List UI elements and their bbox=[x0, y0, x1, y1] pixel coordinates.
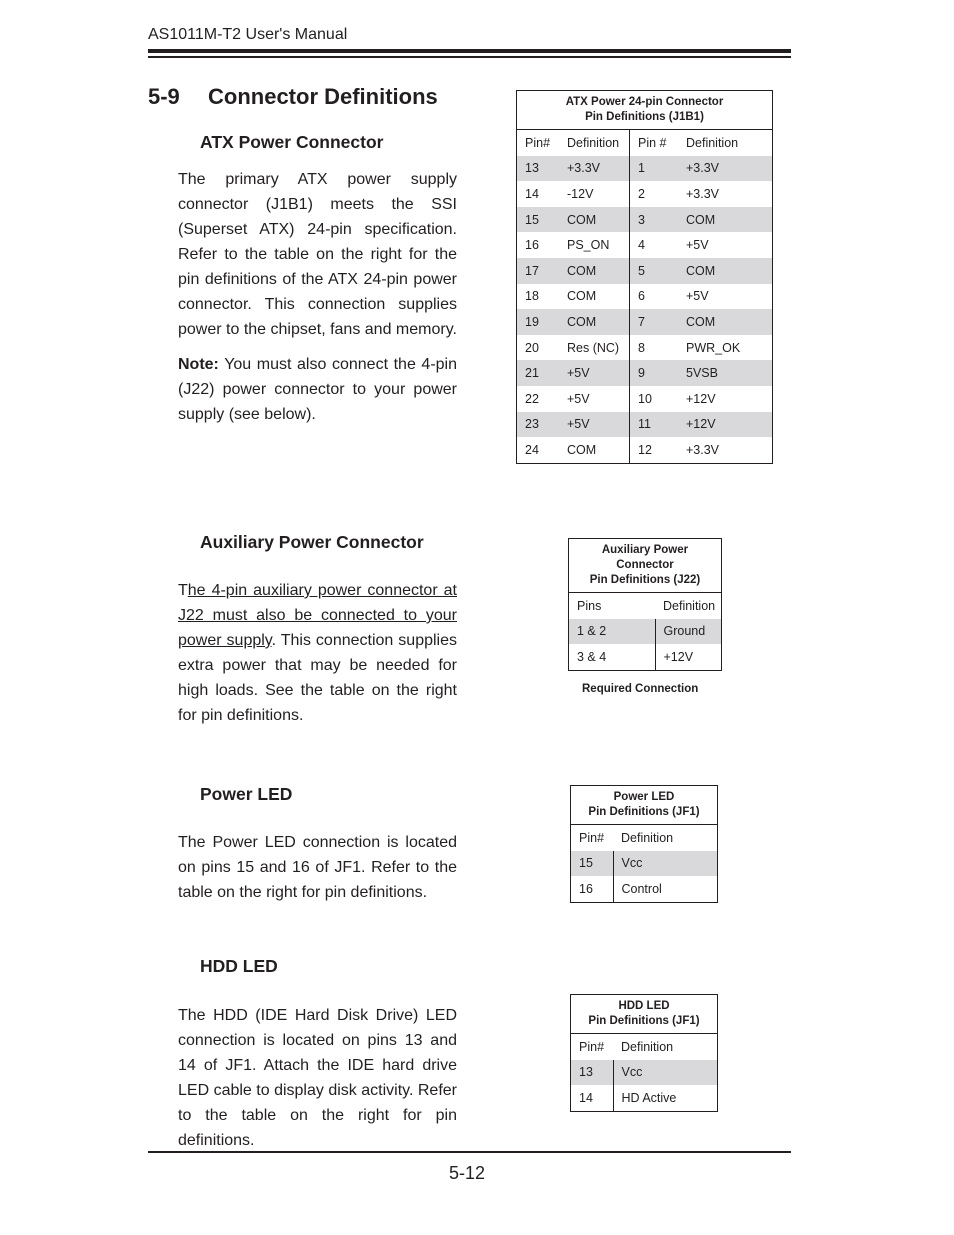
table-cell: 6 bbox=[638, 289, 645, 304]
table-cell: 11 bbox=[630, 412, 679, 438]
table-row bbox=[569, 619, 722, 645]
section-heading bbox=[148, 84, 438, 110]
table-row bbox=[517, 360, 773, 386]
table-cell: +5V bbox=[686, 289, 709, 304]
atx-description bbox=[178, 167, 457, 437]
table-cell: 5VSB bbox=[678, 360, 773, 386]
column-header: Pin# bbox=[525, 135, 551, 150]
table-cell: +12V bbox=[663, 649, 694, 664]
table-cell: COM bbox=[559, 437, 630, 463]
table-cell: 22 bbox=[525, 391, 539, 406]
table-row bbox=[517, 181, 773, 207]
table-caption: Power LED Pin Definitions (JF1) bbox=[571, 786, 718, 825]
table-header-row bbox=[571, 1034, 718, 1060]
table-row bbox=[569, 644, 722, 670]
column-header: Pins bbox=[577, 598, 602, 613]
column-header: Definition bbox=[686, 135, 739, 150]
table-cell: 17 bbox=[517, 258, 560, 284]
table-cell: Vcc bbox=[613, 1060, 718, 1086]
table-cell: 15 bbox=[517, 207, 560, 233]
table-header-row bbox=[517, 130, 773, 156]
table-cell: -12V bbox=[559, 181, 630, 207]
table-row bbox=[517, 412, 773, 438]
section-title: Connector Definitions bbox=[208, 84, 438, 109]
table-row bbox=[571, 876, 718, 902]
aux-description bbox=[178, 578, 457, 738]
table-cell: COM bbox=[559, 207, 630, 233]
hdd-led-heading: HDD LED bbox=[200, 956, 278, 976]
table-cell: +12V bbox=[686, 391, 716, 406]
table-cell: Res (NC) bbox=[559, 335, 630, 361]
table-cell: 16 bbox=[571, 876, 614, 902]
table-row bbox=[517, 284, 773, 310]
table-header-row bbox=[571, 825, 718, 851]
table-cell: Ground bbox=[655, 619, 722, 645]
table-row bbox=[517, 232, 773, 258]
table-cell: 19 bbox=[517, 309, 560, 335]
table-cell: +3.3V bbox=[686, 186, 720, 201]
table-cell: 1 & 2 bbox=[569, 619, 656, 645]
manual-title: AS1011M-T2 User's Manual bbox=[148, 26, 348, 43]
hdd-led-pin-table bbox=[570, 994, 718, 1112]
section-number: 5-9 bbox=[148, 84, 180, 109]
column-header: Definition bbox=[559, 130, 630, 156]
table-cell: 23 bbox=[517, 412, 560, 438]
table-cell: 1 bbox=[630, 156, 679, 182]
table-cell: 7 bbox=[630, 309, 679, 335]
aux-paragraph: The 4-pin auxiliary power connector at J22 must also be connected to your power supply. This connection supplies extra power that may be needed for high loads. See the table on the right for pin definitions. bbox=[178, 582, 457, 724]
table-cell: +12V bbox=[678, 412, 773, 438]
table-cell: 3 & 4 bbox=[569, 644, 656, 670]
table-header-row bbox=[569, 593, 722, 619]
table-row bbox=[517, 335, 773, 361]
table-cell: 14 bbox=[571, 1085, 614, 1111]
column-header: Pin # bbox=[638, 135, 667, 150]
column-header: Definition bbox=[621, 1039, 674, 1054]
atx-pin-table bbox=[516, 90, 773, 464]
table-row bbox=[517, 207, 773, 233]
table-cell: +5V bbox=[559, 412, 630, 438]
table-cell: 12 bbox=[638, 442, 652, 457]
column-header: Definition bbox=[621, 830, 674, 845]
power-led-paragraph: The Power LED connection is located on pins 15 and 16 of JF1. Refer to the table on the right for pin definitions. bbox=[178, 834, 457, 901]
table-caption: HDD LED Pin Definitions (JF1) bbox=[571, 995, 718, 1034]
table-cell: Control bbox=[621, 881, 662, 896]
header-rule bbox=[148, 49, 791, 53]
table-row bbox=[517, 156, 773, 182]
table-cell: COM bbox=[678, 258, 773, 284]
table-cell: 4 bbox=[638, 238, 645, 253]
note-label: Note: bbox=[178, 356, 219, 373]
table-cell: +3.3V bbox=[559, 156, 630, 182]
aux-pin-table bbox=[568, 538, 722, 671]
table-cell: HD Active bbox=[621, 1090, 677, 1105]
table-cell: 8 bbox=[638, 340, 645, 355]
table-cell: 24 bbox=[525, 442, 539, 457]
header-rule-thin bbox=[148, 56, 791, 58]
column-header: Pin# bbox=[579, 830, 605, 845]
table-cell: +3.3V bbox=[678, 156, 773, 182]
table-caption: Auxiliary Power Connector Pin Definitions (J22) bbox=[569, 539, 722, 593]
power-led-pin-table bbox=[570, 785, 718, 903]
table-cell: Vcc bbox=[613, 851, 718, 877]
table-cell: COM bbox=[559, 309, 630, 335]
table-cell: 18 bbox=[525, 289, 539, 304]
column-header: Definition bbox=[663, 598, 716, 613]
hdd-led-paragraph: The HDD (IDE Hard Disk Drive) LED connection is located on pins 13 and 14 of JF1. Attach the IDE hard drive LED cable to display disk activity. Refer to the table on the right for pin definitions. bbox=[178, 1007, 457, 1149]
hdd-led-description bbox=[178, 1003, 457, 1163]
table-cell: 9 bbox=[630, 360, 679, 386]
table-cell: 2 bbox=[638, 186, 645, 201]
page-number: 5-12 bbox=[449, 1163, 486, 1183]
note-text: You must also connect the 4-pin (J22) power connector to your power supply (see below). bbox=[178, 356, 457, 423]
power-led-description bbox=[178, 830, 457, 915]
column-header: Pin# bbox=[579, 1039, 605, 1054]
table-row bbox=[517, 309, 773, 335]
table-row bbox=[517, 258, 773, 284]
table-cell: +5V bbox=[559, 360, 630, 386]
table-row bbox=[571, 1085, 718, 1111]
aux-underlined-text: he 4-pin auxiliary power connector at J22 must also be connected to your power supply bbox=[178, 582, 457, 649]
table-row bbox=[517, 386, 773, 412]
table-row bbox=[571, 1060, 718, 1086]
table-cell: COM bbox=[559, 258, 630, 284]
table-caption: ATX Power 24-pin Connector Pin Definitions (J1B1) bbox=[517, 91, 773, 130]
table-cell: 3 bbox=[630, 207, 679, 233]
atx-paragraph: The primary ATX power supply connector (J1B1) meets the SSI (Superset ATX) 24-pin specification. Refer to the table on the right for the pin definitions of the ATX 24-pin power connector. This connection supplies power to the chipset, fans and memory. bbox=[178, 171, 457, 338]
table-cell: 13 bbox=[517, 156, 560, 182]
table-cell: 21 bbox=[517, 360, 560, 386]
power-led-heading: Power LED bbox=[200, 784, 293, 804]
table-cell: 15 bbox=[571, 851, 614, 877]
table-row bbox=[571, 851, 718, 877]
table-cell: COM bbox=[678, 309, 773, 335]
table-cell: +3.3V bbox=[686, 442, 720, 457]
footer-rule bbox=[148, 1151, 791, 1153]
table-cell: +5V bbox=[686, 238, 709, 253]
table-cell: 10 bbox=[638, 391, 652, 406]
table-cell: PS_ON bbox=[559, 232, 630, 258]
table-cell: COM bbox=[678, 207, 773, 233]
table-cell: +5V bbox=[559, 386, 630, 412]
table-cell: 14 bbox=[525, 186, 539, 201]
atx-heading: ATX Power Connector bbox=[200, 132, 384, 152]
table-cell: 13 bbox=[571, 1060, 614, 1086]
table-cell: 20 bbox=[525, 340, 539, 355]
table-cell: 16 bbox=[525, 238, 539, 253]
aux-heading: Auxiliary Power Connector bbox=[200, 532, 424, 552]
table-cell: COM bbox=[559, 284, 630, 310]
table-row bbox=[517, 437, 773, 463]
required-connection-note: Required Connection bbox=[582, 683, 699, 695]
table-cell: 5 bbox=[630, 258, 679, 284]
table-cell: PWR_OK bbox=[686, 340, 741, 355]
atx-note bbox=[178, 352, 457, 427]
